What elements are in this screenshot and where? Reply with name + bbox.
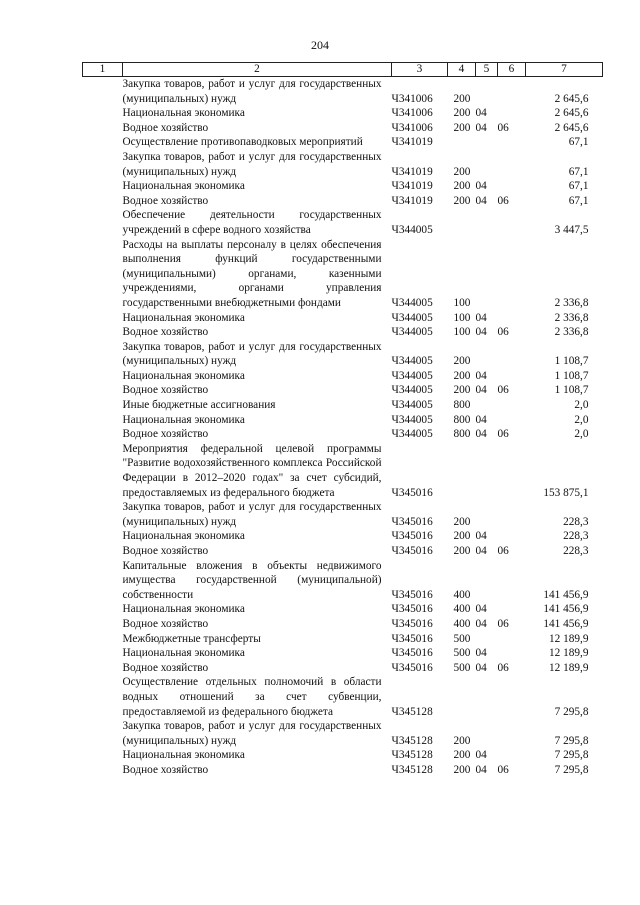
cell-pr [498,719,526,748]
table-row [83,369,603,384]
cell-rz [476,238,498,311]
cell-pr: 06 [497,617,509,630]
cell-rz [476,208,498,237]
cell-amount: 141 456,9 [543,588,589,601]
cell-vr: 200 [453,92,471,105]
cell-number [83,340,123,369]
cell-number [83,748,123,763]
cell-rz [476,719,498,748]
cell-vr: 500 [453,632,471,645]
cell-code: Ч345128 [391,734,433,747]
table-row [83,77,603,107]
cell-vr: 400 [453,603,471,616]
cell-pr: 06 [497,194,509,207]
cell-amount: 2 645,6 [554,121,589,134]
cell-vr: 100 [453,311,471,324]
cell-code: Ч345016 [391,486,433,499]
cell-code: Ч345016 [391,603,433,616]
cell-code: Ч341006 [391,92,433,105]
cell-name: Национальная экономика [122,180,245,193]
column-header-5: 5 [476,63,498,77]
cell-amount: 228,3 [563,545,589,557]
cell-rz: 04 [475,326,487,339]
cell-rz: 04 [475,749,487,762]
cell-name: Национальная экономика [122,311,245,324]
cell-rz: 04 [475,107,487,120]
cell-vr: 200 [453,107,471,120]
cell-amount: 12 189,9 [548,647,589,660]
table-row [83,661,603,676]
table-row [83,135,603,150]
cell-vr: 200 [453,734,471,747]
cell-vr: 800 [453,399,471,412]
table-row [83,748,603,763]
table-row [83,150,603,179]
cell-amount: 12 189,9 [548,632,589,645]
table-body [83,77,603,778]
cell-code: Ч341019 [391,136,433,149]
cell-pr: 06 [497,763,509,776]
cell-number [83,617,123,632]
table-row [83,719,603,748]
cell-number [83,413,123,428]
budget-table [82,62,603,778]
cell-pr [498,340,526,369]
cell-name: Водное хозяйство [122,545,209,557]
cell-pr [498,106,526,121]
cell-vr: 800 [453,428,471,441]
cell-name: Капитальные вложения в объекты недвижимого имущества государственной (муниципальной) собственности [122,559,382,601]
cell-vr: 100 [453,326,471,339]
cell-rz [476,442,498,500]
cell-rz [476,398,498,413]
cell-pr [498,135,526,150]
table-row [83,763,603,778]
cell-number [83,646,123,661]
cell-amount: 228,3 [563,515,589,528]
cell-number [83,427,123,442]
cell-vr: 800 [453,413,471,426]
cell-amount: 2,0 [574,399,589,412]
cell-rz: 04 [475,545,487,557]
cell-rz [476,675,498,719]
cell-name: Водное хозяйство [122,617,209,630]
cell-name: Мероприятия федеральной целевой программы "Развитие водохозяйственного комплекса Российской Федерации в 2012–2020 годах" за счет субсидий, предоставляемых из федерального бюджета [122,442,382,499]
cell-rz [476,77,498,107]
column-header-2: 2 [123,63,392,77]
cell-rz: 04 [475,530,487,543]
cell-amount: 67,1 [568,180,589,193]
cell-vr: 200 [453,165,471,178]
cell-amount: 3 447,5 [554,223,589,236]
cell-vr: 100 [453,296,471,309]
cell-amount: 1 108,7 [554,355,589,368]
cell-pr [498,602,526,617]
cell-pr: 06 [497,661,509,674]
header-row [83,63,603,77]
cell-name: Закупка товаров, работ и услуг для государственных (муниципальных) нужд [122,501,382,528]
table-row [83,179,603,194]
table-row [83,398,603,413]
cell-number [83,500,123,529]
table-row [83,325,603,340]
cell-rz: 04 [475,428,487,441]
cell-rz: 04 [475,311,487,324]
cell-amount: 2 336,8 [554,311,589,324]
cell-vr: 400 [453,617,471,630]
cell-amount: 67,1 [568,136,589,149]
cell-vr: 200 [453,763,471,776]
cell-number [83,559,123,603]
cell-vr [448,208,476,237]
cell-amount: 2 336,8 [554,296,589,309]
cell-pr [498,559,526,603]
cell-name: Межбюджетные трансферты [122,632,261,645]
cell-vr: 200 [453,121,471,134]
cell-code: Ч345016 [391,515,433,528]
cell-code: Ч344005 [391,223,433,236]
cell-code: Ч345016 [391,617,433,630]
cell-amount: 153 875,1 [543,486,589,499]
cell-vr [448,675,476,719]
page-number: 204 [311,38,329,52]
cell-rz [476,500,498,529]
column-header-6: 6 [498,63,526,77]
column-header-4: 4 [448,63,476,77]
cell-number [83,150,123,179]
table-row [83,311,603,326]
cell-code: Ч341006 [391,121,433,134]
cell-name: Водное хозяйство [122,763,209,776]
cell-vr: 500 [453,647,471,660]
table-row [83,646,603,661]
cell-code: Ч345128 [391,763,433,776]
cell-name: Расходы на выплаты персоналу в целях обеспечения выполнения функций государственными (муниципальными) органами, казенными учреждениями, органами управления государственными внебюджетными фондами [122,238,382,309]
cell-rz: 04 [475,661,487,674]
cell-vr: 200 [453,384,471,397]
cell-amount: 7 295,8 [554,705,589,718]
cell-number [83,106,123,121]
cell-name: Осуществление отдельных полномочий в области водных отношений за счет субвенции, предоставляемой из федерального бюджета [122,676,382,718]
cell-code: Ч344005 [391,296,433,309]
cell-pr [498,369,526,384]
table-row [83,340,603,369]
cell-amount: 2,0 [574,413,589,426]
table-row [83,544,603,559]
cell-code: Ч344005 [391,355,433,368]
cell-pr [498,529,526,544]
cell-pr [498,238,526,311]
cell-number [83,135,123,150]
table-header [83,63,603,77]
cell-amount: 228,3 [563,530,589,543]
cell-amount: 67,1 [568,194,589,207]
cell-pr [498,150,526,179]
cell-code: Ч344005 [391,413,433,426]
cell-code: Ч344005 [391,311,433,324]
table-row [83,194,603,209]
cell-rz: 04 [475,763,487,776]
cell-code: Ч345016 [391,661,433,674]
table-row [83,559,603,603]
cell-rz: 04 [475,384,487,397]
cell-rz: 04 [475,121,487,134]
table-row [83,529,603,544]
cell-name: Национальная экономика [122,530,245,543]
cell-name: Закупка товаров, работ и услуг для государственных (муниципальных) нужд [122,78,382,105]
cell-number [83,398,123,413]
cell-number [83,632,123,647]
cell-pr [498,398,526,413]
cell-name: Водное хозяйство [122,661,209,674]
cell-amount: 7 295,8 [554,734,589,747]
cell-name: Водное хозяйство [122,428,209,441]
cell-rz: 04 [475,647,487,660]
table-row [83,675,603,719]
table-row [83,106,603,121]
cell-pr: 06 [497,121,509,134]
cell-vr [448,135,476,150]
cell-rz: 04 [475,180,487,193]
cell-rz: 04 [475,369,487,382]
cell-code: Ч345016 [391,530,433,543]
cell-pr [498,675,526,719]
cell-code: Ч345016 [391,647,433,660]
cell-number [83,529,123,544]
cell-amount: 7 295,8 [554,749,589,762]
column-header-3: 3 [392,63,448,77]
cell-vr: 200 [453,530,471,543]
cell-amount: 1 108,7 [554,384,589,397]
cell-pr [498,179,526,194]
cell-rz [476,150,498,179]
table-row [83,442,603,500]
cell-code: Ч344005 [391,369,433,382]
cell-pr [498,208,526,237]
cell-vr: 400 [453,588,471,601]
cell-number [83,325,123,340]
cell-amount: 12 189,9 [548,661,589,674]
cell-code: Ч341019 [391,194,433,207]
cell-name: Национальная экономика [122,369,245,382]
cell-pr [498,632,526,647]
cell-pr [498,311,526,326]
cell-name: Закупка товаров, работ и услуг для государственных (муниципальных) нужд [122,150,382,178]
cell-vr: 200 [453,194,471,207]
cell-amount: 67,1 [568,165,589,178]
table-row [83,427,603,442]
cell-vr: 200 [453,545,471,557]
cell-number [83,442,123,500]
cell-name: Закупка товаров, работ и услуг для государственных (муниципальных) нужд [122,340,382,368]
cell-name: Осуществление противопаводковых мероприятий [122,136,363,149]
cell-rz [476,559,498,603]
cell-code: Ч345016 [391,545,433,557]
cell-rz [476,632,498,647]
table-row [83,238,603,311]
cell-number [83,121,123,136]
cell-pr [498,413,526,428]
cell-number [83,194,123,209]
cell-vr: 200 [453,180,471,193]
cell-number [83,311,123,326]
cell-code: Ч344005 [391,399,433,412]
cell-amount: 1 108,7 [554,369,589,382]
cell-amount: 141 456,9 [543,603,589,616]
cell-code: Ч345016 [391,632,433,645]
cell-pr: 06 [497,428,509,441]
cell-amount: 7 295,8 [554,763,589,776]
cell-name: Водное хозяйство [122,194,209,207]
cell-name: Национальная экономика [122,647,245,660]
cell-code: Ч345128 [391,749,433,762]
cell-pr [498,77,526,107]
cell-code: Ч345128 [391,705,433,718]
cell-rz [476,340,498,369]
cell-number [83,719,123,748]
cell-name: Водное хозяйство [122,326,209,339]
cell-name: Иные бюджетные ассигнования [122,399,276,412]
cell-name: Обеспечение деятельности государственных учреждений в сфере водного хозяйства [122,209,382,236]
cell-code: Ч341006 [391,107,433,120]
cell-rz: 04 [475,617,487,630]
cell-vr: 200 [453,749,471,762]
cell-pr: 06 [497,326,509,339]
cell-pr [498,748,526,763]
cell-vr: 200 [453,355,471,368]
cell-rz [476,135,498,150]
cell-vr: 200 [453,369,471,382]
cell-number [83,544,123,559]
cell-name: Национальная экономика [122,107,245,120]
table-row [83,413,603,428]
cell-name: Национальная экономика [122,603,245,616]
cell-number [83,369,123,384]
cell-rz: 04 [475,413,487,426]
cell-code: Ч341019 [391,180,433,193]
cell-rz: 04 [475,194,487,207]
cell-vr: 500 [453,661,471,674]
cell-number [83,675,123,719]
column-header-1: 1 [83,63,123,77]
table-row [83,208,603,237]
cell-number [83,77,123,107]
table-row [83,602,603,617]
table-row [83,383,603,398]
cell-name: Национальная экономика [122,413,245,426]
cell-number [83,661,123,676]
cell-pr [498,500,526,529]
cell-amount: 2 336,8 [554,326,589,339]
cell-number [83,763,123,778]
table-row [83,500,603,529]
cell-code: Ч344005 [391,384,433,397]
cell-number [83,208,123,237]
cell-amount: 2 645,6 [554,92,589,105]
cell-name: Национальная экономика [122,749,245,762]
column-header-7: 7 [526,63,603,77]
cell-amount: 2,0 [574,428,589,441]
cell-pr [498,442,526,500]
table-row [83,632,603,647]
cell-code: Ч341019 [391,165,433,178]
cell-pr: 06 [497,545,509,557]
cell-code: Ч344005 [391,326,433,339]
cell-amount: 141 456,9 [543,617,589,630]
cell-vr [448,442,476,500]
table-row [83,617,603,632]
cell-number [83,238,123,311]
cell-amount: 2 645,6 [554,107,589,120]
cell-pr [498,646,526,661]
cell-name: Закупка товаров, работ и услуг для государственных (муниципальных) нужд [122,720,382,747]
cell-code: Ч345016 [391,588,433,601]
cell-number [83,602,123,617]
cell-vr: 200 [453,515,471,528]
cell-rz: 04 [475,603,487,616]
cell-number [83,383,123,398]
table-row [83,121,603,136]
cell-name: Водное хозяйство [122,384,209,397]
cell-number [83,179,123,194]
cell-code: Ч344005 [391,428,433,441]
cell-pr: 06 [497,384,509,397]
cell-name: Водное хозяйство [122,121,209,134]
